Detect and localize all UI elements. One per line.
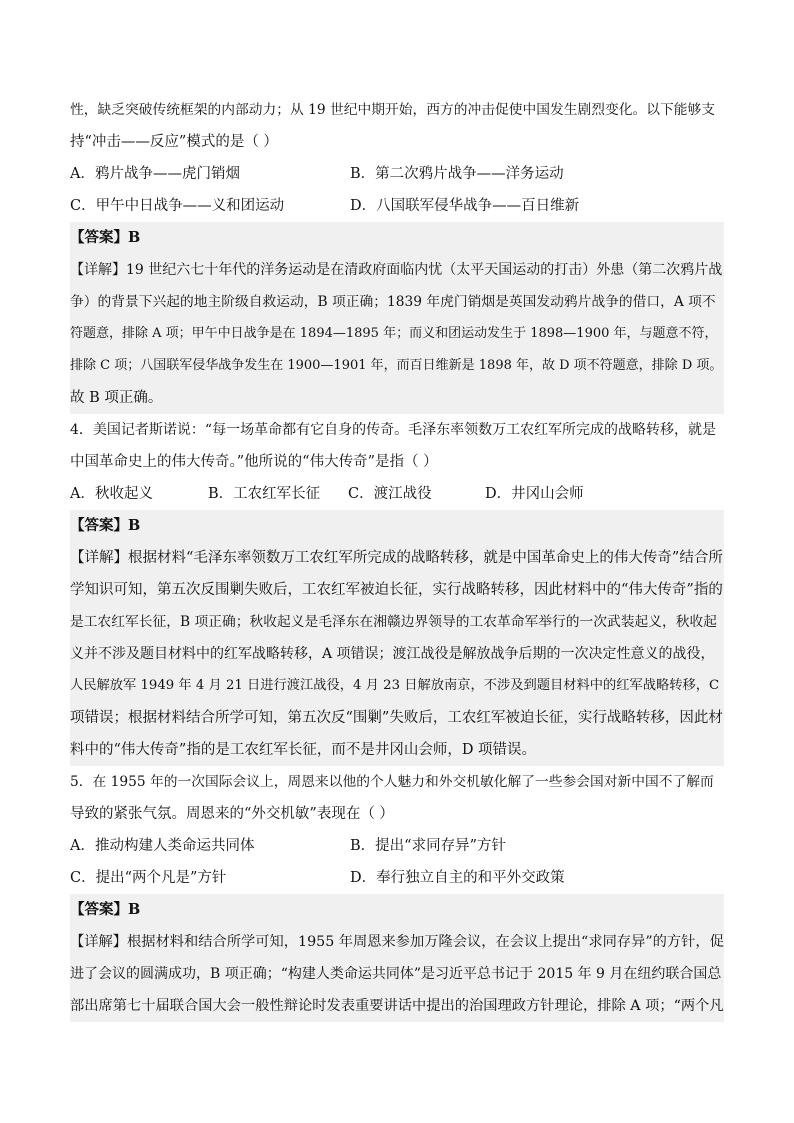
q5-option-a: A．推动构建人类命运共同体	[70, 838, 255, 854]
q4-analysis-line: 人民解放军 1949 年 4 月 21 日进行渡江战役，4 月 23 日解放南京，不涉及到题目材料中的红军战略转移，C	[70, 678, 720, 693]
q5-option-b: B．提出“求同存异”方针	[350, 838, 506, 854]
q3-option-b: B．第二次鸦片战争——洋务运动	[350, 166, 564, 182]
q4-analysis-line: 料中的“伟大传奇”指的是工农红军长征，而不是井冈山会师，D 项错误。	[70, 742, 537, 758]
q4-option-d: D．井冈山会师	[485, 486, 584, 502]
q5-analysis-line: 部出席第七十届联合国大会一般性辩论时发表重要讲话中提出的治国理政方针理论，排除 A 项；“两个凡	[70, 998, 724, 1014]
q3-stem-line: 持“冲击——反应”模式的是（ ）	[70, 134, 278, 150]
q3-analysis-line: 争）的背景下兴起的地主阶级自救运动，B 项正确；1839 年虎门销烟是英国发动鸦片战争的借口，A 项不	[70, 294, 716, 310]
q4-analysis-line: 【详解】根据材料“毛泽东率领数万工农红军所完成的战略转移，就是中国革命史上的伟大传奇”结合所	[70, 550, 723, 566]
q4-analysis-line: 是工农红军长征，B 项正确；秋收起义是毛泽东在湘赣边界领导的工农革命军举行的一次武装起义，秋收起	[70, 614, 717, 630]
q5-answer: 【答案】B	[70, 901, 141, 918]
q5-answer-block	[70, 894, 724, 1022]
q3-analysis-line: 故 B 项正确。	[70, 390, 163, 406]
q5-analysis-line: 进了会议的圆满成功，B 项正确；“构建人类命运共同体”是习近平总书记于 2015 年 9 月在纽约联合国总	[70, 966, 722, 982]
q5-analysis-line: 【详解】根据材料和结合所学可知，1955 年周恩来参加万隆会议，在会议上提出“求同存异”的方针，促	[70, 934, 724, 950]
q4-option-c: C．渡江战役	[348, 486, 432, 502]
q5-option-d: D．奉行独立自主的和平外交政策	[350, 870, 565, 886]
q3-answer-block	[70, 222, 724, 414]
q4-stem-line: 4．美国记者斯诺说：“每一场革命都有它自身的传奇。毛泽东率领数万工农红军所完成的战略转移，就是	[70, 422, 717, 438]
q4-analysis-line: 项错误；根据材料结合所学可知，第五次反“围剿”失败后，工农红军被迫长征，实行战略转移，因此材	[70, 710, 723, 726]
q3-answer: 【答案】B	[70, 229, 141, 246]
q3-option-c: C．甲午中日战争——义和团运动	[70, 198, 285, 214]
q4-analysis-line: 义并不涉及题目材料中的红军战略转移，A 项错误；渡江战役是解放战争后期的一次决定性意义的战役，	[70, 646, 715, 662]
q5-stem-line: 导致的紧张气氛。周恩来的“外交机敏”表现在（ ）	[70, 806, 394, 822]
q3-option-a: A．鸦片战争——虎门销烟	[70, 166, 240, 182]
q4-option-b: B．工农红军长征	[208, 486, 321, 502]
q3-stem-line: 性，缺乏突破传统框架的内部动力；从 19 世纪中期开始，西方的冲击促使中国发生剧烈变化。以下能够支	[70, 102, 715, 118]
q3-analysis-line: 【详解】19 世纪六七十年代的洋务运动是在清政府面临内忧（太平天国运动的打击）外患（第二次鸦片战	[70, 262, 723, 278]
q3-analysis-line: 符题意，排除 A 项；甲午中日战争是在 1894—1895 年；而义和团运动发生于 1898—1900 年，与题意不符，	[70, 326, 718, 341]
q4-answer: 【答案】B	[70, 517, 141, 534]
q3-analysis-line: 排除 C 项；八国联军侵华战争发生在 1900—1901 年，而百日维新是 1898 年，故 D 项不符题意，排除 D 项。	[70, 358, 723, 373]
q5-stem-line: 5．在 1955 年的一次国际会议上，周恩来以他的个人魅力和外交机敏化解了一些参会国对新中国不了解而	[70, 774, 714, 790]
q3-option-d: D．八国联军侵华战争——百日维新	[350, 198, 580, 214]
q4-analysis-line: 学知识可知，第五次反围剿失败后，工农红军被迫长征，实行战略转移，因此材料中的“伟大传奇”指的	[70, 582, 723, 598]
q5-option-c: C．提出“两个凡是”方针	[70, 870, 227, 886]
q4-answer-block	[70, 510, 724, 766]
q4-stem-line: 中国革命史上的伟大传奇。”他所说的“伟大传奇”是指（ ）	[70, 454, 438, 470]
q4-option-a: A．秋收起义	[70, 486, 153, 502]
